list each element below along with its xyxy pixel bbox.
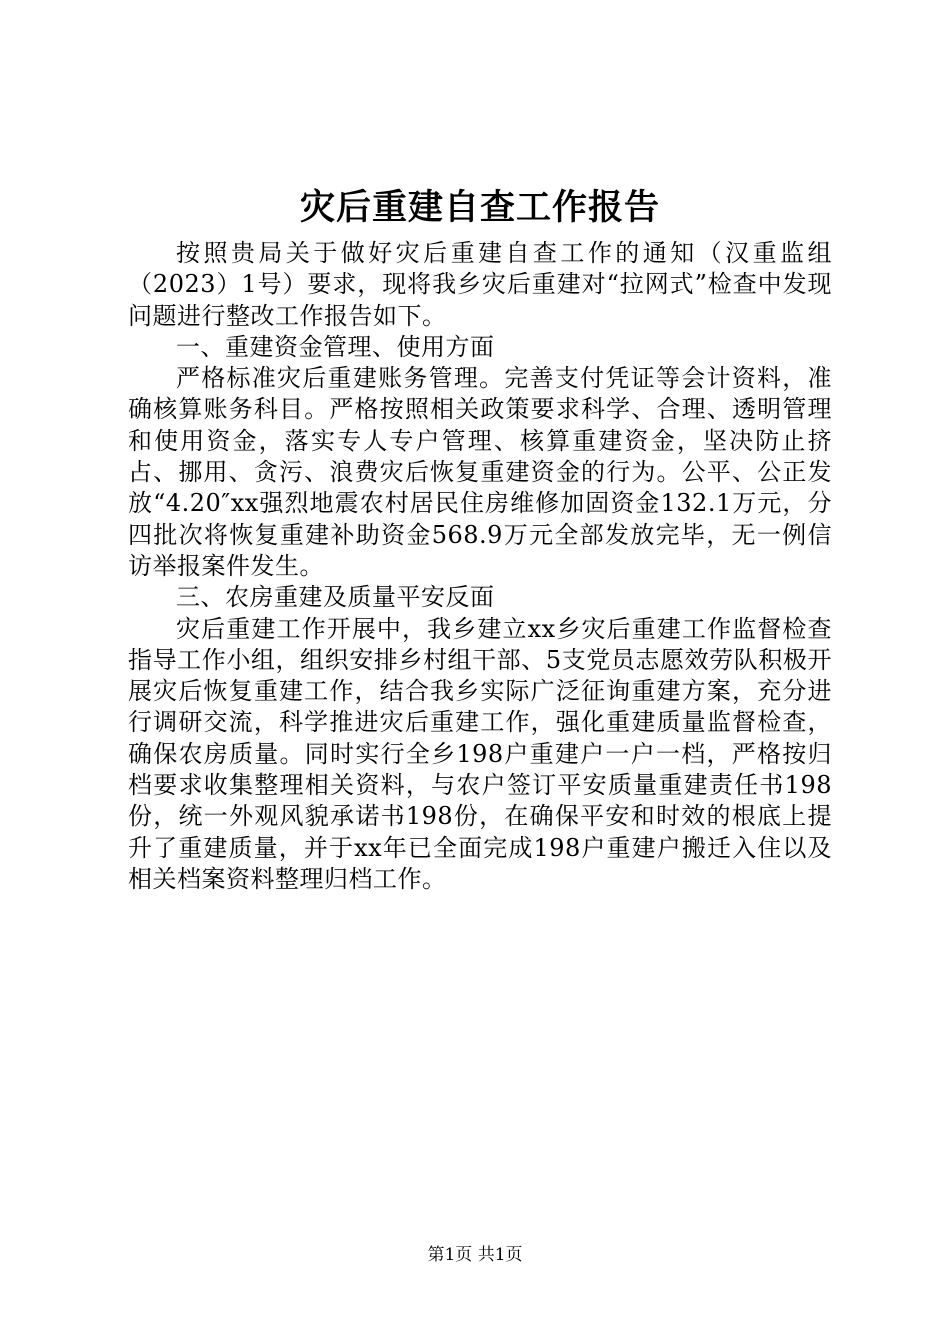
section-body: 严格标准灾后重建账务管理。完善支付凭证等会计资料，准确核算账务科目。严格按照相关政策要求科学、合理、透明管理和使用资金，落实专人专户管理、核算重建资金，坚决防止挤占、挪用、贪污、浪费灾后恢复重建资金的行为。公平、公正发放“4.20″xx强烈地震农村居民住房维修加固资金132.1万元，分四批次将恢复重建补助资金568.9万元全部发放完毕，无一例信访举报案件发生。 bbox=[128, 364, 832, 580]
section-housing bbox=[128, 582, 832, 895]
section-funds bbox=[128, 332, 832, 582]
section-heading: 一、重建资金管理、使用方面 bbox=[176, 332, 495, 361]
page-footer: 第1页 共1页 bbox=[427, 1245, 523, 1265]
section-heading: 三、农房重建及质量平安反面 bbox=[176, 583, 495, 612]
document-title: 灾后重建自查工作报告 bbox=[299, 187, 660, 228]
intro-paragraph: 按照贵局关于做好灾后重建自查工作的通知（汉重监组（2023）1号）要求，现将我乡灾后重建对“拉网式”检查中发现问题进行整改工作报告如下。 bbox=[128, 239, 832, 330]
section-body: 灾后重建工作开展中，我乡建立xx乡灾后重建工作监督检查指导工作小组，组织安排乡村组干部、5支党员志愿效劳队积极开展灾后恢复重建工作，结合我乡实际广泛征询重建方案，充分进行调研交流，科学推进灾后重建工作，强化重建质量监督检查，确保农房质量。同时实行全乡198户重建户一户一档，严格按归档要求收集整理相关资料，与农户签订平安质量重建责任书198份，统一外观风貌承诺书198份，在确保平安和时效的根底上提升了重建质量，并于xx年已全面完成198户重建户搬迁入住以及相关档案资料整理归档工作。 bbox=[128, 614, 832, 893]
document-page bbox=[128, 180, 832, 895]
